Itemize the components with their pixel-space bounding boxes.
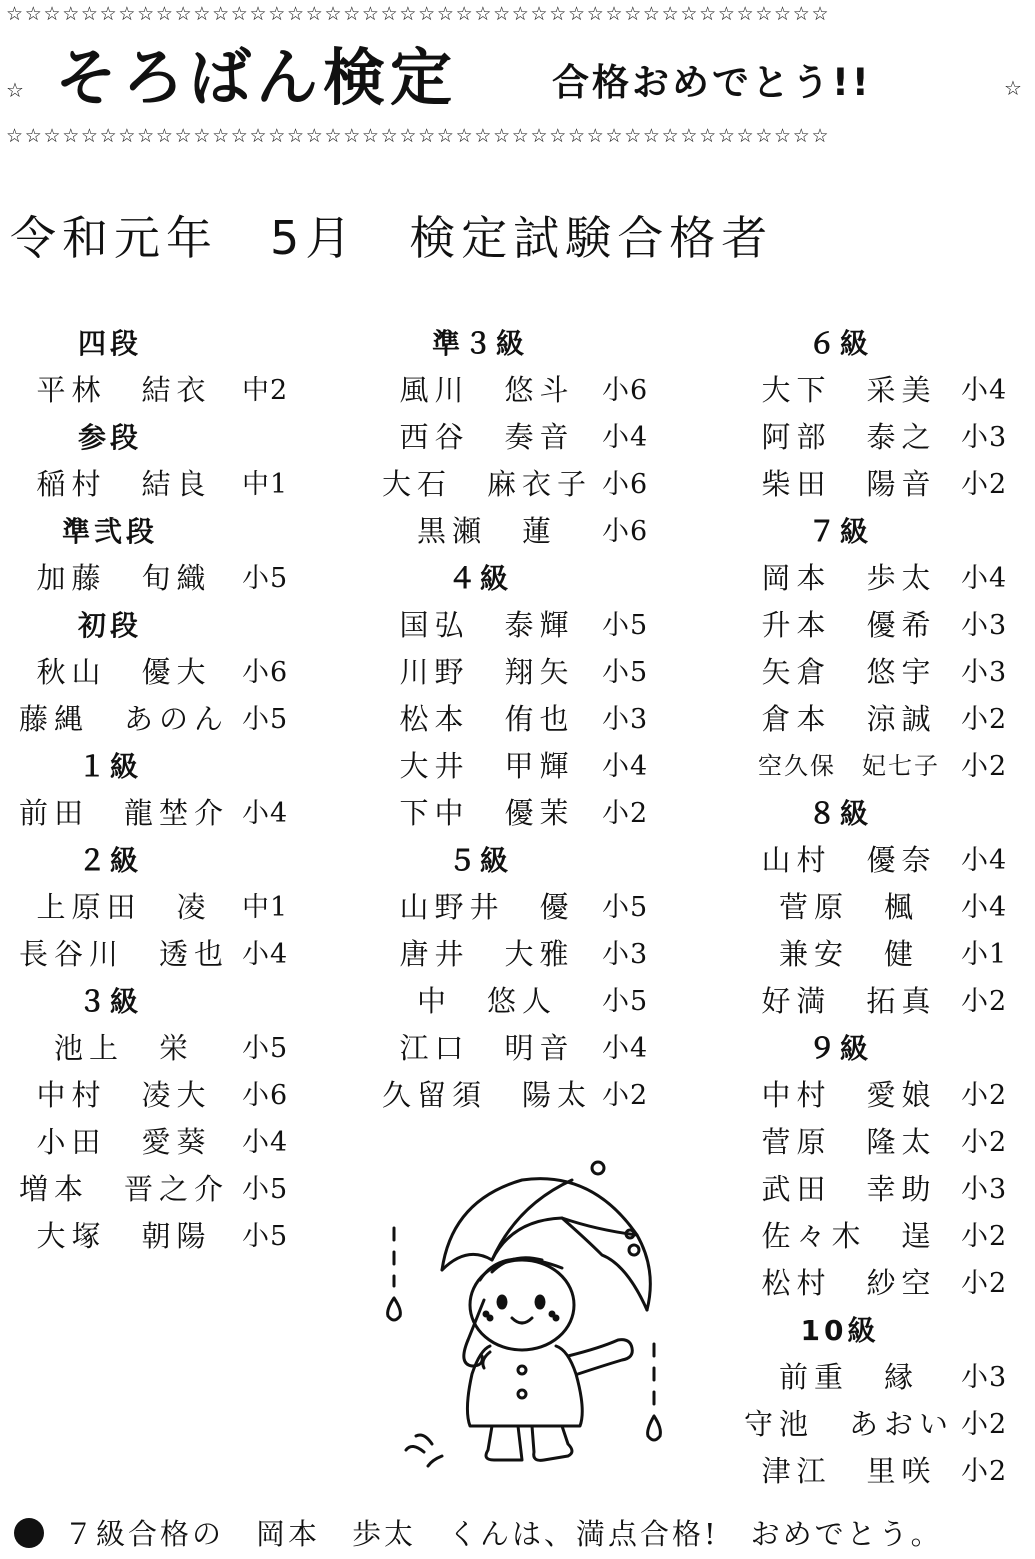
student-name: 柴田 陽音 — [761, 467, 937, 501]
result-row — [735, 1401, 1030, 1448]
rain-girl-illustration — [372, 1160, 672, 1470]
result-row — [370, 931, 670, 978]
student-name: 中村 愛娘 — [761, 1078, 937, 1112]
school-year: 小6 — [242, 657, 289, 688]
student-name: 藤縄 あのん — [18, 702, 229, 736]
result-row — [735, 649, 1030, 696]
result-row — [370, 602, 670, 649]
school-year: 小4 — [961, 845, 1008, 876]
grade-row — [370, 555, 670, 602]
result-row — [735, 1072, 1030, 1119]
star-right-icon: ☆ — [1004, 76, 1022, 100]
result-row — [370, 1025, 670, 1072]
student-name: 平林 結衣 — [36, 373, 212, 407]
school-year: 小2 — [961, 1080, 1008, 1111]
school-year: 小3 — [961, 1362, 1008, 1393]
grade-heading: 準弐段 — [61, 515, 158, 548]
result-row — [370, 461, 670, 508]
student-name: 久留須 陽太 — [381, 1078, 592, 1112]
result-row — [0, 790, 310, 837]
result-row — [0, 696, 310, 743]
school-year: 小2 — [961, 986, 1008, 1017]
grade-row — [735, 1307, 1030, 1354]
school-year: 小4 — [242, 798, 289, 829]
student-name: 長谷川 透也 — [18, 937, 229, 971]
result-row — [735, 602, 1030, 649]
result-row — [735, 1166, 1030, 1213]
student-name: 兼安 健 — [778, 937, 919, 971]
result-row — [0, 1166, 310, 1213]
school-year: 小5 — [242, 704, 289, 735]
result-row — [370, 649, 670, 696]
result-row — [735, 931, 1030, 978]
result-row — [735, 1354, 1030, 1401]
student-name: 松本 侑也 — [399, 702, 575, 736]
grade-row — [370, 837, 670, 884]
student-name: 中 悠人 — [416, 984, 557, 1018]
school-year: 小6 — [602, 375, 649, 406]
school-year: 小2 — [961, 469, 1008, 500]
result-row — [735, 1213, 1030, 1260]
student-name: 小田 愛葵 — [36, 1125, 212, 1159]
grade-row — [0, 743, 310, 790]
grade-row — [0, 837, 310, 884]
grade-row — [735, 1025, 1030, 1072]
student-name: 上原田 凌 — [36, 890, 212, 924]
school-year: 小2 — [961, 1127, 1008, 1158]
grade-heading: ５級 — [447, 844, 512, 877]
grade-heading: ８級 — [807, 797, 872, 830]
banner-subtitle: 合格おめでとう!! — [552, 61, 872, 104]
student-name: 秋山 優大 — [36, 655, 212, 689]
school-year: 中2 — [242, 375, 289, 406]
student-name: 大井 甲輝 — [399, 749, 575, 783]
results-column-2 — [370, 320, 670, 1119]
grade-heading: ７級 — [807, 515, 872, 548]
result-row — [0, 1072, 310, 1119]
school-year: 小2 — [961, 704, 1008, 735]
page-heading: 令和元年 5月 検定試験合格者 — [10, 211, 774, 265]
student-name: 升本 優希 — [761, 608, 937, 642]
grade-row — [735, 320, 1030, 367]
school-year: 小6 — [242, 1080, 289, 1111]
result-row — [0, 931, 310, 978]
school-year: 小5 — [602, 892, 649, 923]
grade-heading: 10級 — [800, 1314, 880, 1347]
result-row — [735, 978, 1030, 1025]
grade-heading: １級 — [77, 750, 142, 783]
result-row — [0, 555, 310, 602]
grade-heading: 四段 — [77, 327, 142, 360]
grade-row — [735, 508, 1030, 555]
school-year: 小4 — [242, 939, 289, 970]
school-year: 中1 — [242, 892, 289, 923]
result-row — [370, 1072, 670, 1119]
bullet-icon — [14, 1518, 44, 1548]
school-year: 小4 — [602, 1033, 649, 1064]
student-name: 唐井 大雅 — [399, 937, 575, 971]
star-left-icon: ☆ — [6, 78, 24, 102]
result-row — [0, 1213, 310, 1260]
results-column-1 — [0, 320, 310, 1260]
student-name: 中村 凌大 — [36, 1078, 212, 1112]
grade-heading: ２級 — [77, 844, 142, 877]
student-name: 菅原 隆太 — [761, 1125, 937, 1159]
student-name: 阿部 泰之 — [761, 420, 937, 454]
result-row — [735, 414, 1030, 461]
school-year: 小3 — [961, 422, 1008, 453]
grade-row — [0, 508, 310, 555]
result-row — [0, 884, 310, 931]
school-year: 小4 — [602, 751, 649, 782]
school-year: 小5 — [242, 1221, 289, 1252]
result-row — [0, 461, 310, 508]
result-row — [735, 461, 1030, 508]
grade-row — [0, 320, 310, 367]
result-row — [735, 837, 1030, 884]
student-name: 山村 優奈 — [761, 843, 937, 877]
grade-heading: 初段 — [77, 609, 142, 642]
student-name: 佐々木 逞 — [761, 1219, 937, 1253]
school-year: 小5 — [602, 986, 649, 1017]
student-name: 松村 紗空 — [761, 1266, 937, 1300]
result-row — [370, 696, 670, 743]
student-name: 空久保 妃七子 — [758, 752, 940, 780]
school-year: 中1 — [242, 469, 289, 500]
student-name: 川野 翔矢 — [399, 655, 575, 689]
grade-row — [0, 414, 310, 461]
star-border-bottom: ☆☆☆☆☆☆☆☆☆☆☆☆☆☆☆☆☆☆☆☆☆☆☆☆☆☆☆☆☆☆☆☆☆☆☆☆☆☆☆☆☆☆☆☆ — [6, 125, 831, 147]
star-border-top: ☆☆☆☆☆☆☆☆☆☆☆☆☆☆☆☆☆☆☆☆☆☆☆☆☆☆☆☆☆☆☆☆☆☆☆☆☆☆☆☆☆☆☆☆ — [6, 3, 831, 25]
student-name: 池上 栄 — [53, 1031, 194, 1065]
school-year: 小6 — [602, 516, 649, 547]
school-year: 小3 — [961, 1174, 1008, 1205]
result-row — [370, 414, 670, 461]
school-year: 小2 — [961, 1268, 1008, 1299]
grade-heading: 準３級 — [431, 327, 528, 360]
result-row — [735, 1119, 1030, 1166]
results-column-3 — [735, 320, 1030, 1495]
student-name: 岡本 歩太 — [761, 561, 937, 595]
student-name: 武田 幸助 — [761, 1172, 937, 1206]
school-year: 小5 — [242, 1174, 289, 1205]
school-year: 小5 — [602, 610, 649, 641]
school-year: 小2 — [961, 751, 1008, 782]
result-row — [735, 1260, 1030, 1307]
student-name: 守池 あおい — [743, 1407, 954, 1441]
school-year: 小3 — [602, 704, 649, 735]
school-year: 小2 — [961, 1221, 1008, 1252]
student-name: 西谷 奏音 — [399, 420, 575, 454]
student-name: 菅原 楓 — [778, 890, 919, 924]
result-row — [370, 743, 670, 790]
school-year: 小4 — [961, 563, 1008, 594]
result-row — [735, 1448, 1030, 1495]
grade-heading: ４級 — [447, 562, 512, 595]
result-row — [370, 884, 670, 931]
student-name: 前田 龍埜介 — [18, 796, 229, 830]
school-year: 小2 — [602, 1080, 649, 1111]
footer-note — [14, 1512, 1029, 1556]
grade-row — [735, 790, 1030, 837]
result-row — [370, 790, 670, 837]
result-row — [735, 743, 1030, 790]
student-name: 大石 麻衣子 — [381, 467, 592, 501]
student-name: 稲村 結良 — [36, 467, 212, 501]
student-name: 大塚 朝陽 — [36, 1219, 212, 1253]
grade-row — [0, 602, 310, 649]
grade-row — [370, 320, 670, 367]
school-year: 小6 — [602, 469, 649, 500]
school-year: 小4 — [961, 375, 1008, 406]
school-year: 小5 — [602, 657, 649, 688]
banner-title: そろばん検定 — [55, 41, 458, 114]
grade-heading: 参段 — [77, 421, 142, 454]
student-name: 山野井 優 — [399, 890, 575, 924]
school-year: 小4 — [602, 422, 649, 453]
footer-text: ７級合格の 岡本 歩太 くんは、満点合格! おめでとう。 — [64, 1517, 943, 1551]
result-row — [735, 696, 1030, 743]
result-row — [370, 978, 670, 1025]
grade-heading: ９級 — [807, 1032, 872, 1065]
student-name: 津江 里咲 — [761, 1454, 937, 1488]
school-year: 小2 — [961, 1409, 1008, 1440]
result-row — [735, 367, 1030, 414]
school-year: 小3 — [961, 657, 1008, 688]
result-row — [0, 1119, 310, 1166]
student-name: 黒瀬 蓮 — [416, 514, 557, 548]
result-row — [0, 1025, 310, 1072]
result-row — [735, 884, 1030, 931]
student-name: 倉本 涼誠 — [761, 702, 937, 736]
student-name: 風川 悠斗 — [399, 373, 575, 407]
grade-row — [0, 978, 310, 1025]
student-name: 国弘 泰輝 — [399, 608, 575, 642]
school-year: 小1 — [961, 939, 1008, 970]
grade-heading: ６級 — [807, 327, 872, 360]
student-name: 下中 優茉 — [399, 796, 575, 830]
school-year: 小4 — [242, 1127, 289, 1158]
result-row — [0, 367, 310, 414]
school-year: 小5 — [242, 563, 289, 594]
result-row — [735, 555, 1030, 602]
result-row — [370, 508, 670, 555]
student-name: 江口 明音 — [399, 1031, 575, 1065]
student-name: 好満 拓真 — [761, 984, 937, 1018]
school-year: 小2 — [602, 798, 649, 829]
school-year: 小3 — [602, 939, 649, 970]
grade-heading: ３級 — [77, 985, 142, 1018]
student-name: 大下 采美 — [761, 373, 937, 407]
school-year: 小4 — [961, 892, 1008, 923]
student-name: 前重 縁 — [778, 1360, 919, 1394]
result-row — [370, 367, 670, 414]
student-name: 加藤 旬織 — [36, 561, 212, 595]
student-name: 矢倉 悠宇 — [761, 655, 937, 689]
school-year: 小5 — [242, 1033, 289, 1064]
student-name: 増本 晋之介 — [18, 1172, 229, 1206]
school-year: 小3 — [961, 610, 1008, 641]
school-year: 小2 — [961, 1456, 1008, 1487]
result-row — [0, 649, 310, 696]
